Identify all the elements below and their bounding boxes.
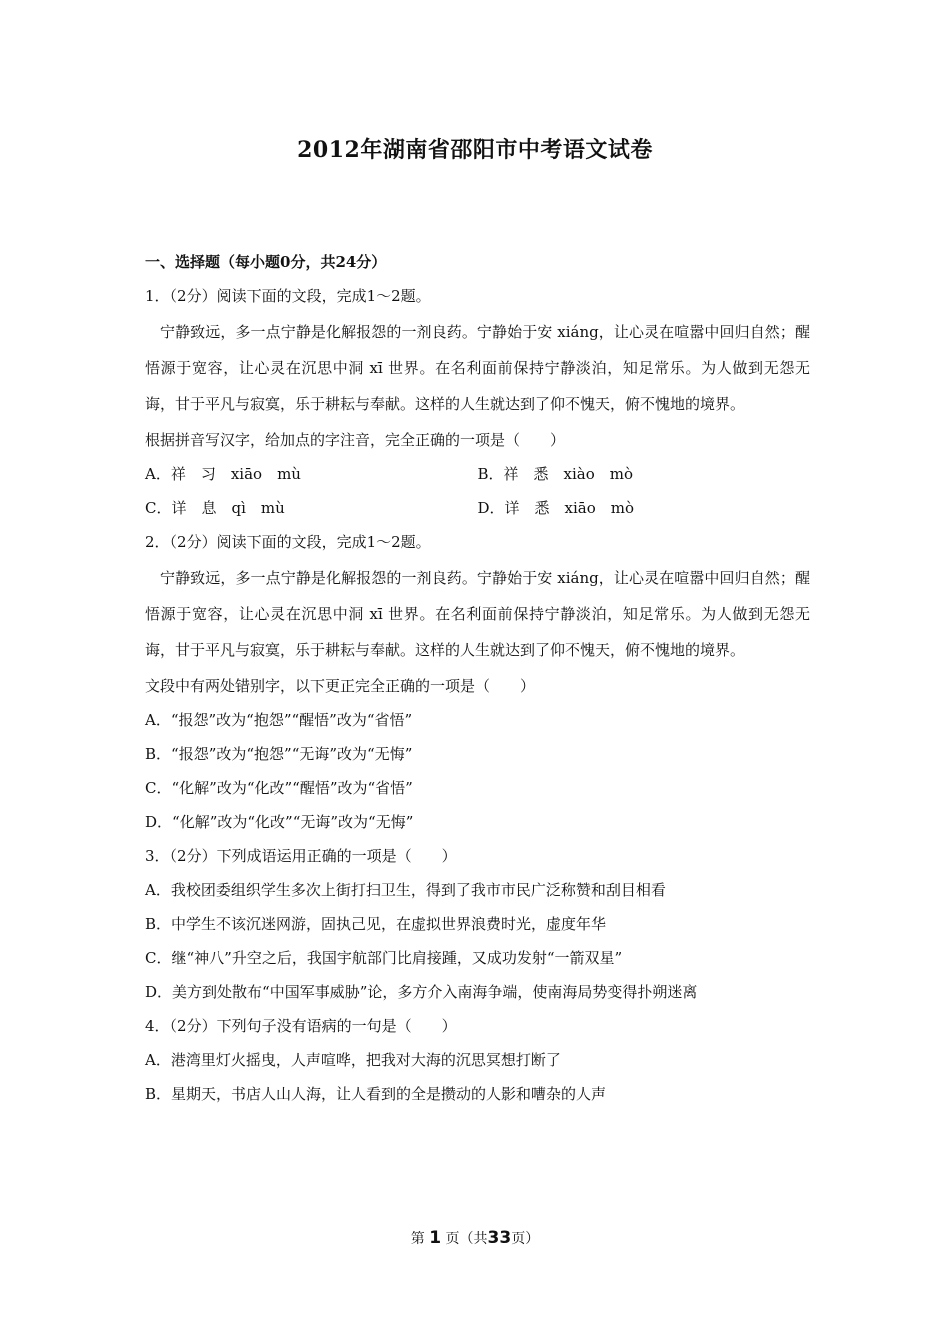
footer-suffix: 页） <box>511 1231 540 1247</box>
q2-option-c: C．“化解”改为“化改”“醒悟”改为“省悟” <box>145 779 413 797</box>
q4-option-b: B．星期天，书店人山人海，让人看到的全是攒动的人影和嘈杂的人声 <box>145 1085 607 1103</box>
q1-option-a: A．祥 习 xiāo mù <box>145 465 301 483</box>
q1-option-d: D．详 悉 xiāo mò <box>477 499 635 517</box>
q3-option-b: B．中学生不该沉迷网游，固执己见，在虚拟世界浪费时光，虚度年华 <box>145 915 607 933</box>
q1-option-c: C．详 息 qì mù <box>145 499 285 517</box>
q2-passage: 宁静致远，多一点宁静是化解报怨的一剂良药。宁静始于安 xiáng，让心灵在喧嚣中回归自然；醒悟源于宽容，让心灵在沉思中洞 xī 世界。在名利面前保持宁静淡泊，知足常乐。为人做到无怨无诲，甘于平凡与寂寞，乐于耕耘与奉献。这样的人生就达到了仰不愧天，俯不愧地的境界。 <box>145 569 810 659</box>
exam-content <box>145 250 810 1116</box>
q2-option-d: D．“化解”改为“化改”“无诲”改为“无悔” <box>145 813 414 831</box>
q4-stem: 4．（2分）下列句子没有语病的一句是（ ） <box>145 1017 457 1035</box>
q1-options-row-2 <box>145 496 810 530</box>
q2-option-b: B．“报怨”改为“抱怨”“无诲”改为“无悔” <box>145 745 413 763</box>
q4-option-a: A．港湾里灯火摇曳，人声喧哗，把我对大海的沉思冥想打断了 <box>145 1051 561 1069</box>
q3-option-c: C．继“神八”升空之后，我国宇航部门比肩接踵，又成功发射“一箭双星” <box>145 949 623 967</box>
q1-stem: 1．（2分）阅读下面的文段，完成1～2题。 <box>145 287 431 305</box>
q1-passage: 宁静致远，多一点宁静是化解报怨的一剂良药。宁静始于安 xiáng，让心灵在喧嚣中回归自然；醒悟源于宽容，让心灵在沉思中洞 xī 世界。在名利面前保持宁静淡泊，知足常乐。为人做到无怨无诲，甘于平凡与寂寞，乐于耕耘与奉献。这样的人生就达到了仰不愧天，俯不愧地的境界。 <box>145 323 810 413</box>
q3-stem: 3．（2分）下列成语运用正确的一项是（ ） <box>145 847 457 865</box>
q1-option-b: B．祥 悉 xiào mò <box>477 465 634 483</box>
q2-option-a: A．“报怨”改为“抱怨”“醒悟”改为“省悟” <box>145 711 413 729</box>
page-footer <box>0 1228 950 1248</box>
total-page-number: 33 <box>487 1228 512 1248</box>
q1-options-row-1 <box>145 462 810 496</box>
q3-option-a: A．我校团委组织学生多次上街打扫卫生，得到了我市市民广泛称赞和刮目相看 <box>145 881 666 899</box>
q2-stem: 2．（2分）阅读下面的文段，完成1～2题。 <box>145 533 431 551</box>
current-page-number: 1 <box>429 1228 442 1248</box>
q3-option-d: D．美方到处散布“中国军事威胁”论，多方介入南海争端，使南海局势变得扑朔迷离 <box>145 983 698 1001</box>
exam-title: 2012年湖南省邵阳市中考语文试卷 <box>297 137 653 163</box>
q2-question: 文段中有两处错别字，以下更正完全正确的一项是（ ） <box>145 677 536 695</box>
section-heading: 一、选择题（每小题0分，共24分） <box>145 253 387 271</box>
footer-prefix: 第 <box>410 1231 425 1247</box>
q1-question: 根据拼音写汉字，给加点的字注音，完全正确的一项是（ ） <box>145 431 566 449</box>
footer-middle: 页（共 <box>445 1231 488 1247</box>
